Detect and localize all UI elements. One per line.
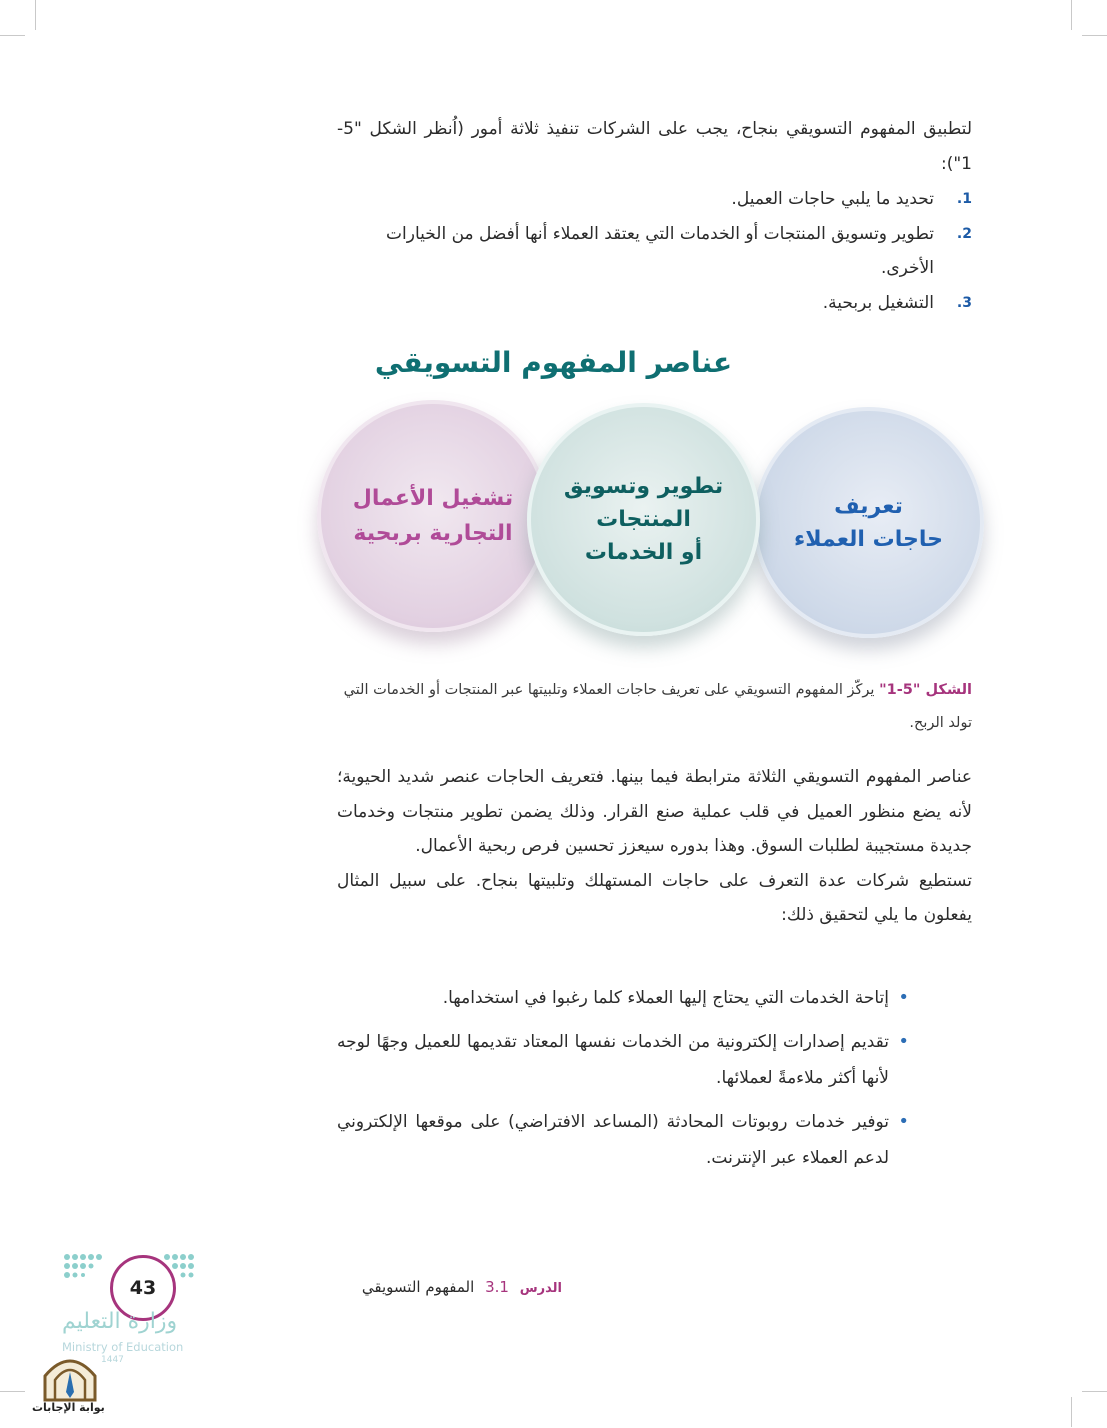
circle-product-development [527, 403, 760, 636]
marketing-concept-diagram [300, 395, 1010, 640]
list-item [352, 217, 972, 286]
bullet-icon: • [898, 1111, 909, 1132]
list-item [337, 980, 972, 1016]
bullet-icon: • [898, 987, 909, 1008]
caption-text: يركّز المفهوم التسويقي على تعريف حاجات العملاء وتلبيتها عبر المنتجات أو الخدمات التي تولد الربح. [343, 682, 972, 731]
ministry-name-ar: وزارة التعليم [62, 1309, 178, 1334]
intro-paragraph [337, 112, 972, 181]
page-number: 43 [110, 1255, 176, 1321]
watermark-label: بوابة الإجابات [32, 1401, 105, 1414]
list-item [352, 286, 972, 321]
crop-mark [0, 35, 25, 36]
steps-list [352, 182, 972, 320]
circle-label: تعريف حاجات العملاء [794, 493, 943, 552]
step-text: التشغيل بربحية. [822, 292, 934, 313]
bullet-text: تقديم إصدارات إلكترونية من الخدمات نفسها المعتاد تقديمها للعميل وجهًا لوجه لأنها أكثر ملاءمةً لعملائها. [337, 1032, 889, 1088]
crop-mark [1071, 1397, 1072, 1427]
ministry-year: 1447 [101, 1355, 124, 1365]
crop-mark [1082, 1391, 1107, 1392]
watermark-gate-icon [35, 1348, 105, 1428]
figure-caption [342, 674, 972, 740]
ministry-name-en: Ministry of Education [62, 1340, 184, 1354]
step-number: 3. [956, 294, 972, 311]
crop-mark [1082, 35, 1107, 36]
bullet-icon: • [898, 1031, 909, 1052]
list-item [352, 182, 972, 217]
circle-customer-needs [753, 407, 984, 638]
crop-mark [0, 1391, 25, 1392]
list-item [337, 1104, 972, 1176]
crop-mark [35, 0, 36, 30]
step-number: 2. [956, 225, 972, 242]
body-paragraph: تستطيع شركات عدة التعرف على حاجات المستهلك وتلبيتها بنجاح. على سبيل المثال يفعلون ما يلي لتحقيق ذلك: [337, 870, 972, 925]
intro-text: لتطبيق المفهوم التسويقي بنجاح، يجب على الشركات تنفيذ ثلاثة أمور (اُنظر الشكل "5-1"): [337, 119, 972, 174]
step-text: تطوير وتسويق المنتجات أو الخدمات التي يعتقد العملاء أنها أفضل من الخيارات الأخرى. [386, 223, 934, 278]
lesson-number: 3.1 [485, 1278, 509, 1296]
circle-label: تشغيل الأعمال التجارية بربحية [352, 486, 514, 546]
list-item [337, 1024, 972, 1096]
lesson-label: الدرس [519, 1281, 562, 1296]
circle-label: تطوير وتسويق المنتجات أو الخدمات [563, 474, 724, 565]
crop-mark [1071, 0, 1072, 30]
lesson-title: المفهوم التسويقي [361, 1278, 475, 1296]
bullet-text: توفير خدمات روبوتات المحادثة (المساعد الافتراضي) على موقعها الإلكتروني لدعم العملاء عبر الإنترنت. [337, 1112, 889, 1168]
caption-label: الشكل "5-1" [879, 682, 972, 698]
step-number: 1. [956, 191, 972, 207]
body-section [337, 760, 972, 933]
circle-profitable-operation [317, 400, 549, 632]
step-text: تحديد ما يلبي حاجات العميل. [731, 189, 934, 209]
diagram-title: عناصر المفهوم التسويقي [374, 346, 733, 379]
examples-list [337, 980, 972, 1184]
bullet-text: إتاحة الخدمات التي يحتاج إليها العملاء كلما رغبوا في استخدامها. [442, 988, 889, 1008]
footer-lesson [362, 1278, 562, 1296]
body-paragraph: عناصر المفهوم التسويقي الثلاثة مترابطة فيما بينها. فتعريف الحاجات عنصر شديد الحيوية؛ لأنه يضع منظور العميل في قلب عملية صنع القرار. وذلك يضمن تطوير منتجات وخدمات جديدة مستجيبة لطلبات السوق. وهذا بدوره سيعزز تحسين فرص ربحية الأعمال. [337, 767, 972, 856]
